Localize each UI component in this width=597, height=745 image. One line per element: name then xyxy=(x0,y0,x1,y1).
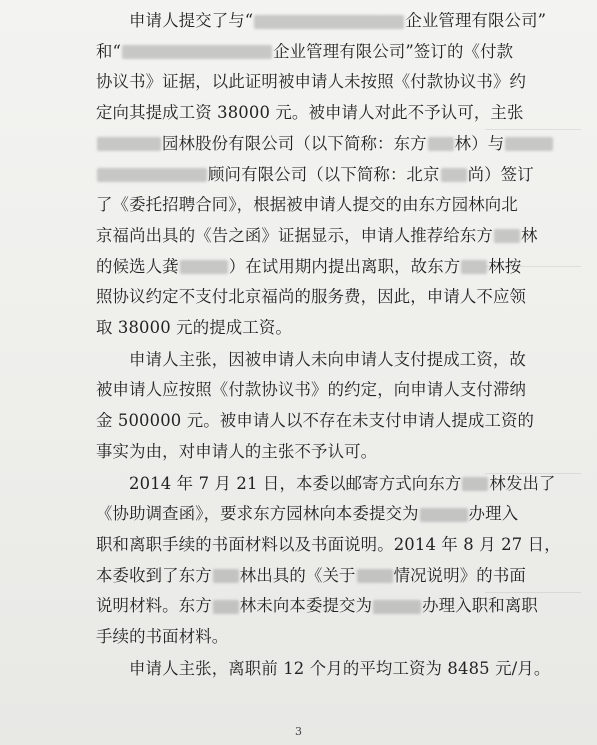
redacted-region xyxy=(97,168,207,182)
redacted-region xyxy=(213,600,239,614)
text-fragment: 的候选人龚 xyxy=(96,256,179,276)
text-line: 申请人主张，因被申请人未向申请人支付提成工资，故 xyxy=(129,349,526,369)
redacted-region xyxy=(428,137,454,151)
paragraph-investigation xyxy=(96,469,574,653)
text-line: 取 38000 元的提成工资。 xyxy=(96,318,292,338)
text-line: 手续的书面材料。 xyxy=(96,627,229,647)
redacted-region xyxy=(180,260,228,274)
paragraph-salary xyxy=(96,654,574,685)
text-fragment: 林出具的《关于 xyxy=(239,565,356,585)
text-line xyxy=(63,221,574,252)
text-fragment: 园林股份有限公司（以下简称：东方 xyxy=(162,133,427,153)
text-fragment: 顾问有限公司（以下简称：北京 xyxy=(208,164,440,184)
redacted-region xyxy=(213,569,239,583)
text-line xyxy=(96,6,574,37)
text-fragment: ）在试用期内提出离职，故东方 xyxy=(228,256,461,276)
text-line: 照协议约定不支付北京福尚的服务费，因此，申请人不应领 xyxy=(96,287,527,307)
redacted-region xyxy=(254,15,404,29)
text-fragment: 2014 年 7 月 21 日，本委以邮寄方式向东方 xyxy=(129,473,462,493)
text-fragment: 企业管理有限公司”签订的《付款 xyxy=(273,41,514,61)
text-line xyxy=(63,561,574,592)
redacted-region xyxy=(357,569,393,583)
text-line xyxy=(63,129,574,160)
redacted-region xyxy=(462,477,488,491)
text-line xyxy=(63,160,574,191)
text-fragment: 林未向本委提交为 xyxy=(239,596,373,616)
text-fragment: 尚）签订 xyxy=(467,164,534,184)
redacted-region xyxy=(461,260,487,274)
text-fragment: 企业管理有限公司” xyxy=(405,11,547,30)
text-line xyxy=(63,591,574,622)
redacted-region xyxy=(97,137,161,151)
text-fragment: 办理入职和离职 xyxy=(422,596,538,616)
text-line: 协议书》证据，以此证明被申请人未按照《付款协议书》约 xyxy=(96,72,527,92)
text-line: 了《委托招聘合同》，根据被申请人提交的由东方园林向北 xyxy=(96,195,518,215)
paragraph-evidence xyxy=(96,6,574,344)
paragraph-claim xyxy=(96,345,574,468)
text-line xyxy=(96,469,574,500)
text-fragment: 申请人提交了与“ xyxy=(129,11,254,30)
text-fragment: 《协助调查函》，要求东方园林向本委提交为 xyxy=(96,504,419,524)
text-fragment: 林发出了 xyxy=(489,473,556,493)
redacted-region xyxy=(420,508,468,522)
text-line xyxy=(63,499,574,530)
text-line xyxy=(63,252,574,283)
redacted-region xyxy=(122,45,272,59)
redacted-region xyxy=(505,137,553,151)
text-line: 定向其提成工资 38000 元。被申请人对此不予认可，主张 xyxy=(96,103,524,123)
text-line: 事实为由，对申请人的主张不予认可。 xyxy=(96,441,378,461)
text-fragment: 京福尚出具的《告之函》证据显示，申请人推荐给东方 xyxy=(96,225,493,245)
text-fragment: 林）与 xyxy=(454,133,505,153)
text-line: 被申请人应按照《付款协议书》的约定，向申请人支付滞纳 xyxy=(96,380,527,400)
page-number: 3 xyxy=(295,725,302,738)
text-fragment: 本委收到了东方 xyxy=(96,565,212,585)
text-line xyxy=(63,37,574,68)
document-body xyxy=(96,6,574,685)
text-fragment: 林按 xyxy=(488,256,522,276)
text-fragment: 和“ xyxy=(96,41,122,61)
text-fragment: 办理入 xyxy=(468,504,519,524)
redacted-region xyxy=(441,168,467,182)
text-fragment: 林 xyxy=(520,225,538,245)
redacted-region xyxy=(373,600,421,614)
redacted-region xyxy=(494,229,520,243)
text-line: 金 500000 元。被申请人以不存在未支付申请人提成工资的 xyxy=(96,411,535,431)
text-line: 申请人主张，离职前 12 个月的平均工资为 8485 元/月。 xyxy=(129,658,551,678)
text-line: 职和离职手续的书面材料以及书面说明。2014 年 8 月 27 日， xyxy=(96,534,561,554)
text-fragment: 说明材料。东方 xyxy=(96,596,212,616)
text-fragment: 情况说明》的书面 xyxy=(393,565,526,585)
